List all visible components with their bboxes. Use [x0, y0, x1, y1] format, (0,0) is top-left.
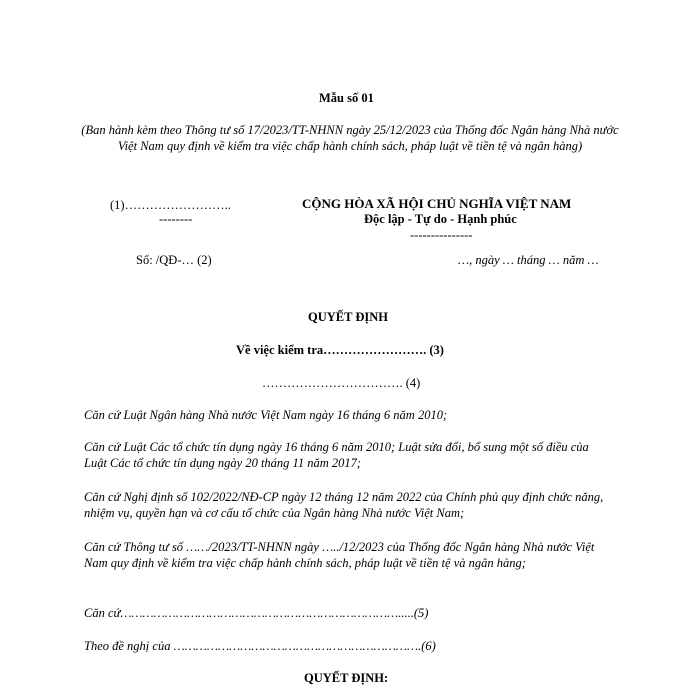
document-title: QUYẾT ĐỊNH [308, 310, 388, 324]
issued-note: (Ban hành kèm theo Thông tư số 17/2023/TT-NHNN ngày 25/12/2023 của Thống đốc Ngân hàng Nhà nước Việt Nam quy định về kiểm tra việc chấp hành chính sách, pháp luật về tiền tệ và ngân hàng) [81, 123, 619, 153]
national-motto: Độc lập - Tự do - Hạnh phúc [364, 212, 517, 226]
legal-basis-2: Căn cứ Luật Các tổ chức tín dụng ngày 16 tháng 6 năm 2010; Luật sửa đổi, bổ sung một số điều của Luật Các tổ chức tín dụng ngày 20 tháng 11 năm 2017; [84, 440, 589, 470]
issuing-organization: (1)…………………….. [110, 198, 231, 212]
document-subject: Về việc kiểm tra……………………. (3) [236, 343, 444, 357]
place-date: …, ngày … tháng … năm … [458, 253, 599, 267]
legal-basis-5: Căn cứ………………………………………………………………….....(5) [84, 606, 429, 620]
legal-basis-1: Căn cứ Luật Ngân hàng Nhà nước Việt Nam ngày 16 tháng 6 năm 2010; [84, 408, 448, 422]
legal-basis-4: Căn cứ Thông tư số ……/2023/TT-NHNN ngày …../12/2023 của Thống đốc Ngân hàng Nhà nước Việt Nam quy định về kiểm tra việc chấp hành chính sách, pháp luật về tiền tệ và ngân hàng; [84, 540, 595, 570]
left-separator: -------- [159, 212, 193, 226]
legal-basis-3: Căn cứ Nghị định số 102/2022/NĐ-CP ngày 12 tháng 12 năm 2022 của Chính phủ quy định chức năng, nhiệm vụ, quyền hạn và cơ cấu tổ chức của Ngân hàng Nhà nước Việt Nam; [84, 490, 604, 520]
document-subject-line2: ……………………………. (4) [262, 376, 421, 390]
right-separator: --------------- [410, 228, 473, 242]
form-number: Mẫu số 01 [319, 91, 374, 105]
proposal-line: Theo đề nghị của ………………………………………………………….(6) [84, 639, 436, 653]
country-name: CỘNG HÒA XÃ HỘI CHỦ NGHĨA VIỆT NAM [302, 196, 572, 211]
decision-number: Số: /QĐ-… (2) [136, 253, 212, 267]
decision-heading: QUYẾT ĐỊNH: [304, 671, 389, 685]
